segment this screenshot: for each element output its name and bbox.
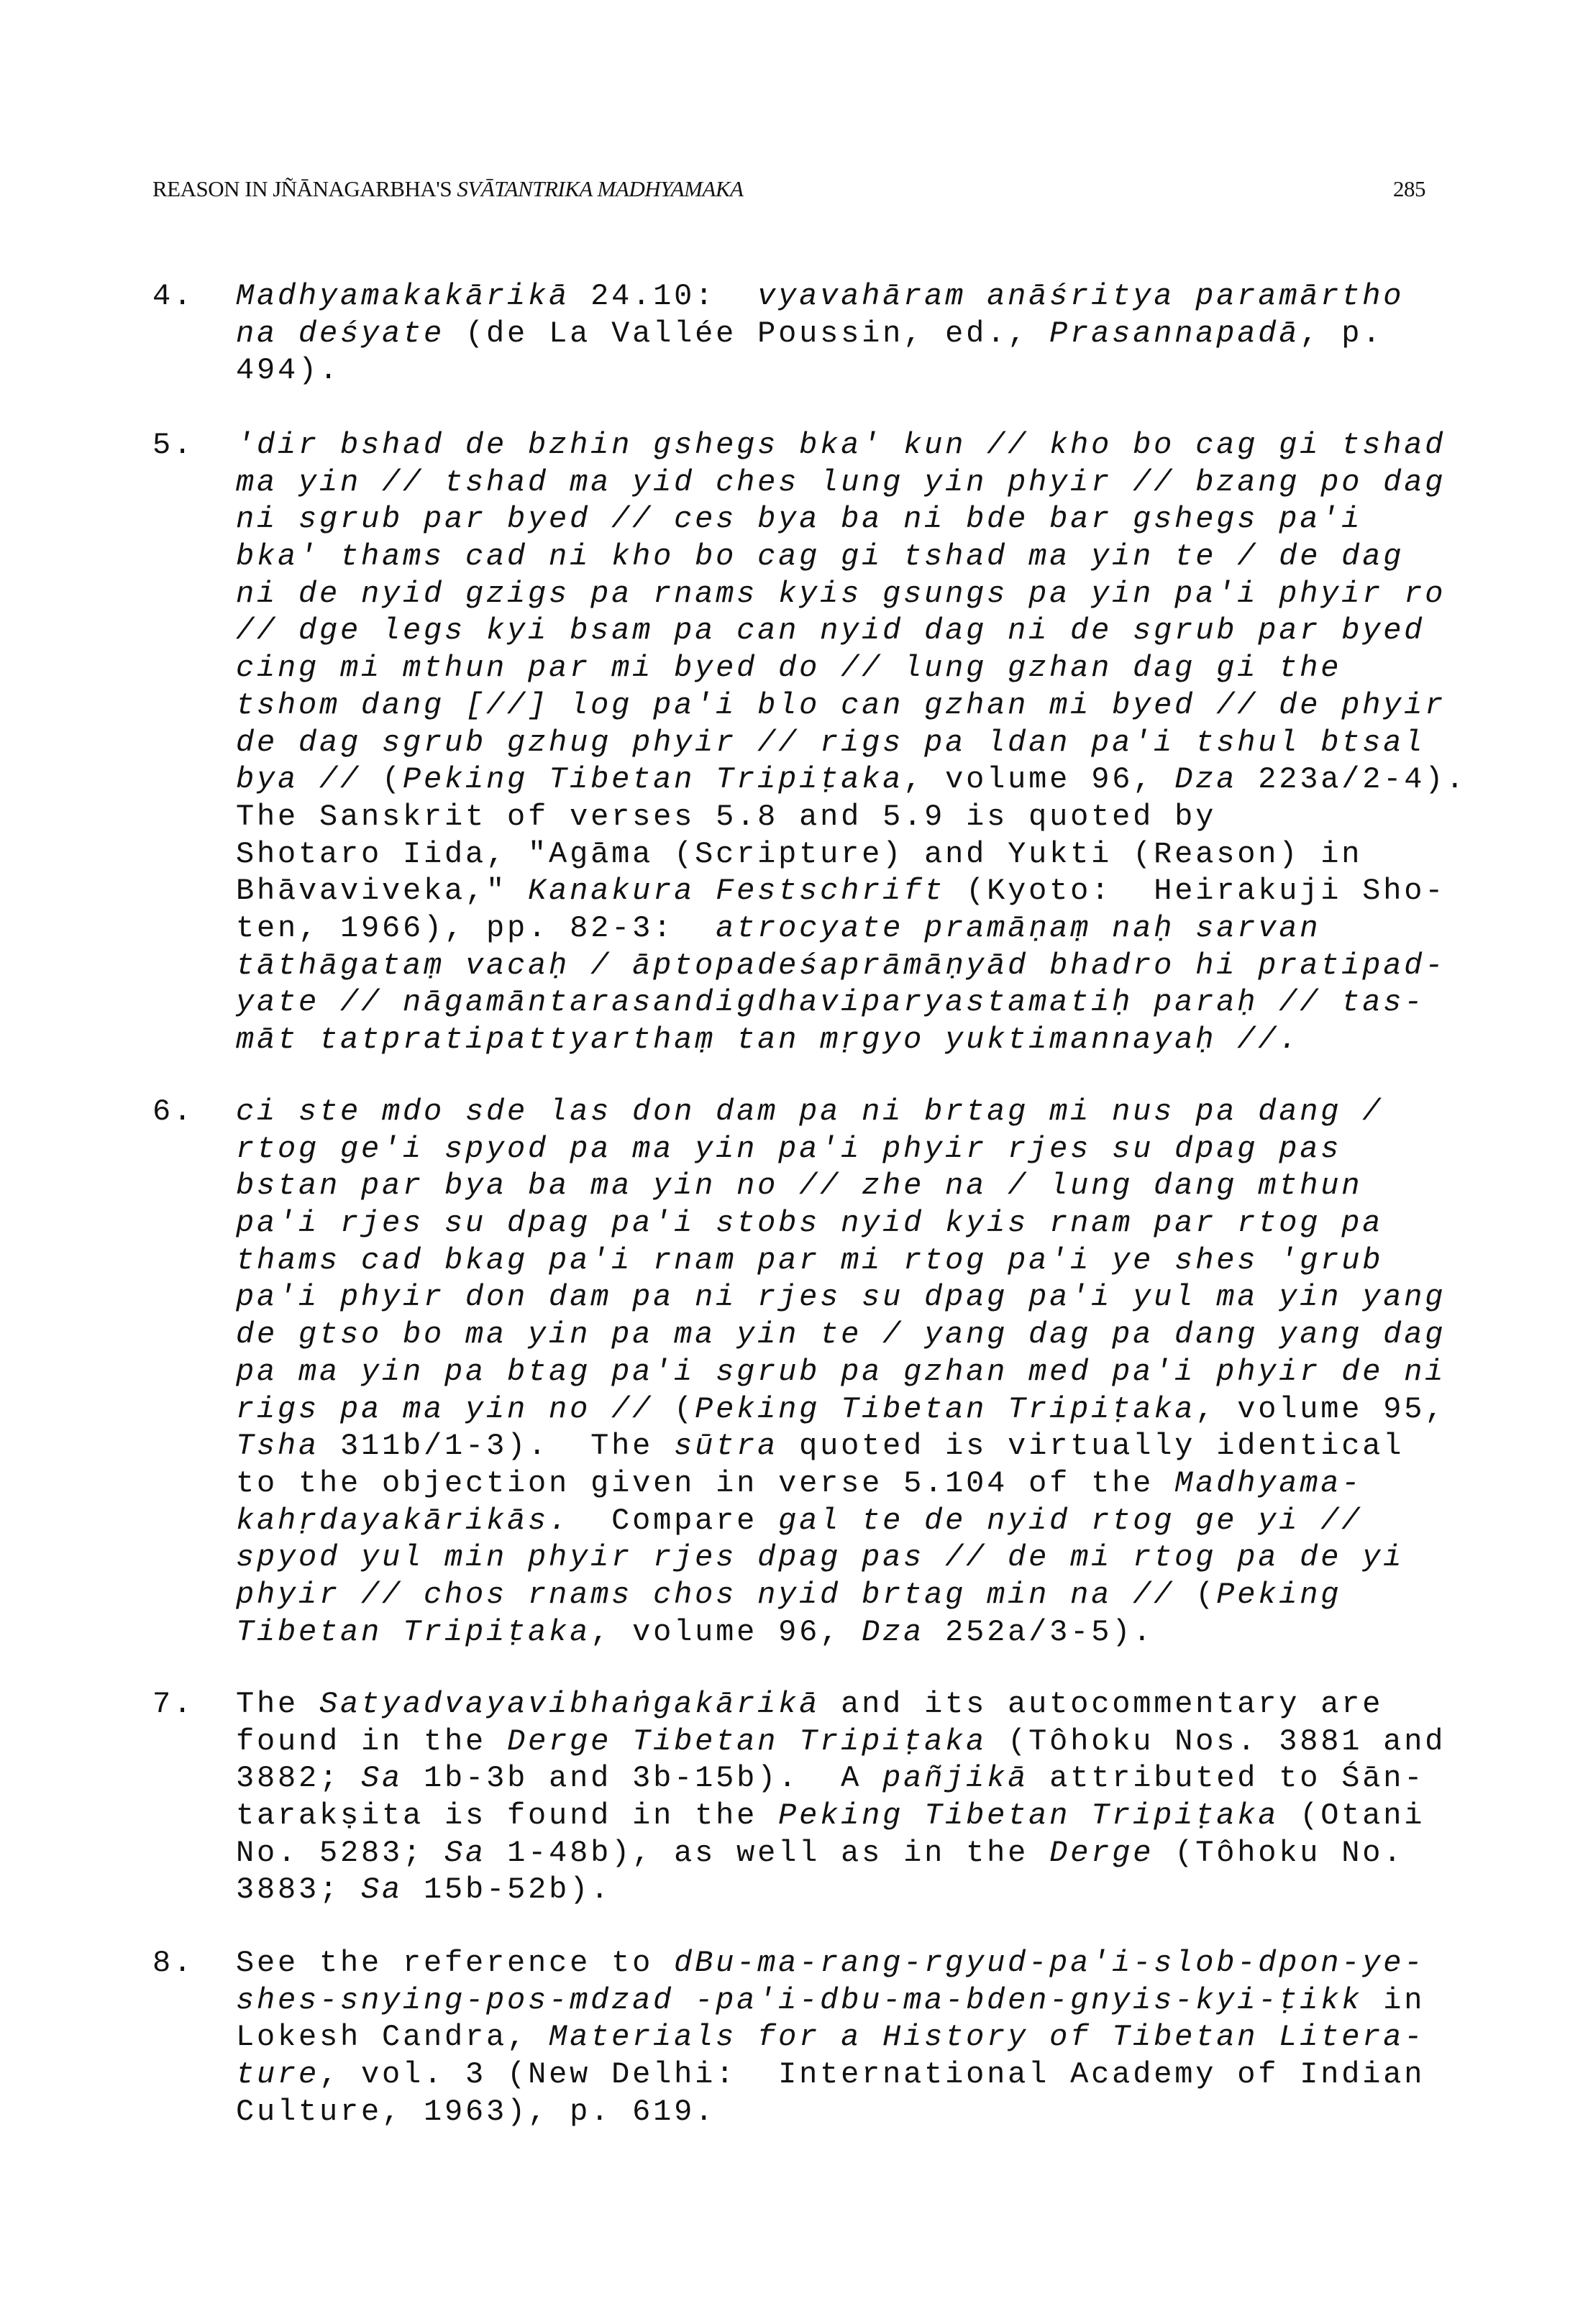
italic-text: Kanakura Festschrift xyxy=(528,874,946,909)
italic-text: tāthāgataṃ vacaḥ / āptopadeśaprāmāṇyād bhadro hi pratipad- xyxy=(236,948,1446,983)
italic-text: ma yin // tshad ma yid ches lung yin phyir // bzang po dag xyxy=(236,465,1446,500)
italic-text: spyod yul min phyir rjes dpag pas // de mi rtog pa de yi xyxy=(236,1540,1405,1575)
italic-text: rigs pa ma yin no // xyxy=(236,1391,654,1427)
endnote-number: 4. xyxy=(152,279,195,314)
text-line xyxy=(236,725,1459,762)
italic-text: bka' thams cad ni kho bo cag gi tshad ma yin te / de dag xyxy=(236,539,1405,575)
text-line xyxy=(236,1686,1459,1724)
text-line xyxy=(236,1279,1459,1317)
italic-text: pañjikā xyxy=(882,1761,1029,1796)
italic-text: Peking Tibetan Tripiṭaka xyxy=(695,1391,1196,1427)
roman-text: to the objection given in verse 5.104 of the xyxy=(236,1465,1175,1501)
endnote-text xyxy=(236,1094,1459,1651)
roman-text: attributed to Śān- xyxy=(1028,1761,1425,1796)
text-line xyxy=(236,799,1459,836)
text-line xyxy=(236,1354,1459,1391)
text-line xyxy=(236,873,1459,910)
text-line xyxy=(236,1465,1459,1503)
roman-text: found in the xyxy=(236,1724,508,1759)
italic-text: // dge legs kyi bsam pa can nyid dag ni de sgrub par byed xyxy=(236,613,1425,649)
italic-text: na deśyate xyxy=(236,316,445,351)
text-line xyxy=(236,1724,1459,1761)
text-line xyxy=(236,2094,1459,2131)
roman-text: , vol. 3 (New Delhi: International Academy of Indian xyxy=(319,2057,1425,2092)
italic-text: tshom dang [//] log pa'i blo can gzhan mi byed // de phyir xyxy=(236,687,1446,723)
roman-text: 494). xyxy=(236,353,341,388)
roman-text: , volume 96, xyxy=(903,762,1175,797)
italic-text: Sa xyxy=(444,1835,487,1870)
italic-text: de dag sgrub gzhug phyir // rigs pa ldan pa'i tshul btsal xyxy=(236,725,1425,760)
roman-text: 311b/1-3). The xyxy=(319,1429,675,1464)
roman-text: , volume 96, xyxy=(590,1614,862,1650)
roman-text: ( xyxy=(1174,1577,1217,1612)
endnote-text xyxy=(236,1686,1459,1909)
italic-text: cing mi mthun par mi byed do // lung gzhan dag gi the xyxy=(236,651,1342,686)
endnote-number: 5. xyxy=(152,428,195,462)
text-line xyxy=(236,1243,1459,1280)
italic-text: sūtra xyxy=(674,1429,779,1464)
italic-text: 'dir bshad de bzhin gshegs bka' kun // kho bo cag gi tshad xyxy=(236,428,1446,462)
text-line xyxy=(236,1945,1459,1982)
italic-text: rtog ge'i spyod pa ma yin pa'i phyir rjes su dpag pas xyxy=(236,1131,1342,1166)
text-line xyxy=(236,761,1467,799)
italic-text: Madhyama- xyxy=(1174,1465,1363,1501)
text-line xyxy=(236,539,1459,576)
text-line xyxy=(236,2019,1459,2057)
roman-text: , volume 95, xyxy=(1195,1391,1446,1427)
text-line xyxy=(236,2057,1459,2094)
italic-text: Prasannapadā xyxy=(1049,316,1300,351)
roman-text: See the reference to xyxy=(236,1946,675,1980)
text-line xyxy=(236,948,1459,985)
italic-text: pa ma yin pa btag pa'i sgrub pa gzhan med pa'i phyir de ni xyxy=(236,1354,1446,1389)
text-line xyxy=(236,1094,1459,1131)
text-line xyxy=(236,316,1459,353)
endnote-number: 7. xyxy=(152,1687,195,1721)
italic-text: Dza xyxy=(1174,762,1238,797)
italic-text: Peking Tibetan Tripiṭaka xyxy=(403,762,904,797)
roman-text: ( xyxy=(361,762,403,797)
roman-text: Shotaro Iida, "Agāma (Scripture) and Yukti (Reason) in xyxy=(236,836,1363,872)
italic-text: phyir // chos rnams chos nyid brtag min na // xyxy=(236,1577,1175,1612)
text-line xyxy=(236,1168,1459,1205)
italic-text: pa'i phyir don dam pa ni rjes su dpag pa'i yul ma yin yang xyxy=(236,1280,1446,1315)
endnote-number: 6. xyxy=(152,1094,195,1129)
roman-text: 24.10: xyxy=(570,279,758,314)
roman-text: (Tôhoku No. xyxy=(1154,1835,1405,1870)
roman-text: 3883; xyxy=(236,1872,362,1908)
roman-text: quoted is virtually identical xyxy=(778,1429,1405,1464)
italic-text: ni de nyid gzigs pa rnams kyis gsungs pa yin pa'i phyir ro xyxy=(236,576,1446,611)
italic-text: de gtso bo ma yin pa ma yin te / yang dag pa dang yang dag xyxy=(236,1317,1446,1353)
text-line xyxy=(236,984,1459,1022)
roman-text: 15b-52b). xyxy=(403,1872,612,1908)
endnote-text xyxy=(236,427,1467,1059)
roman-text: 1-48b), as well as in the xyxy=(486,1835,1050,1870)
running-title-italic: SVĀTANTRIKA MADHYAMAKA xyxy=(457,176,744,201)
running-header xyxy=(152,176,1425,212)
roman-text: Bhāvaviveka," xyxy=(236,874,529,909)
roman-text: The Sanskrit of verses 5.8 and 5.9 is quoted by xyxy=(236,799,1217,834)
roman-text: tarakṣita is found in the xyxy=(236,1798,779,1834)
text-line xyxy=(236,836,1459,874)
italic-text: Materials for a History of Tibetan Litera- xyxy=(549,2020,1425,2055)
roman-text: (de La Vallée Poussin, ed., xyxy=(444,316,1050,351)
text-line xyxy=(236,1503,1459,1540)
italic-text: atrocyate pramāṇaṃ naḥ sarvan xyxy=(716,910,1321,946)
roman-text: Lokesh Candra, xyxy=(236,2020,549,2055)
text-line xyxy=(236,613,1459,650)
text-line xyxy=(236,910,1459,948)
endnote-text xyxy=(236,1945,1459,2131)
text-line xyxy=(236,1577,1459,1614)
italic-text: Derge Tibetan Tripiṭaka xyxy=(507,1724,987,1759)
text-line xyxy=(236,1428,1459,1465)
roman-text: 252a/3-5). xyxy=(924,1614,1154,1650)
italic-text: kahṛdayakārikās. xyxy=(236,1503,570,1538)
text-line xyxy=(236,1317,1459,1354)
italic-text: yate // nāgamāntarasandigdhaviparyastamatiḥ paraḥ // tas- xyxy=(236,985,1425,1020)
italic-text: Peking xyxy=(1216,1577,1342,1612)
italic-text: Satyadvayavibhaṅgakārikā xyxy=(319,1687,821,1721)
italic-text: ci ste mdo sde las don dam pa ni brtag mi nus pa dang / xyxy=(236,1094,1384,1129)
italic-text: Madhyamakakārikā xyxy=(236,279,570,314)
italic-text: bstan par bya ba ma yin no // zhe na / lung dang mthun xyxy=(236,1168,1363,1204)
text-line xyxy=(236,650,1459,687)
text-line xyxy=(236,427,1459,465)
text-line xyxy=(236,1835,1459,1872)
italic-text: Tibetan Tripiṭaka xyxy=(236,1614,591,1650)
roman-text: 223a/2-4). xyxy=(1237,762,1467,797)
text-line xyxy=(236,1614,1459,1652)
italic-text: pa'i rjes su dpag pa'i stobs nyid kyis rnam par rtog pa xyxy=(236,1206,1384,1241)
text-line xyxy=(236,1540,1459,1577)
italic-text: shes-snying-pos-mdzad -pa'i-dbu-ma-bden-gnyis-kyi-ṭikk xyxy=(236,1982,1363,2018)
page-number: 285 xyxy=(1393,176,1425,201)
italic-text: Sa xyxy=(361,1761,403,1796)
endnote-number: 8. xyxy=(152,1946,195,1980)
italic-text: Derge xyxy=(1049,1835,1154,1870)
text-line xyxy=(236,278,1459,316)
roman-text: (Otani xyxy=(1279,1798,1425,1834)
text-line xyxy=(236,1205,1459,1243)
roman-text: (Tôhoku Nos. 3881 and xyxy=(987,1724,1446,1759)
italic-text: Peking Tibetan Tripiṭaka xyxy=(778,1798,1279,1834)
italic-text: Tsha xyxy=(236,1429,320,1464)
roman-text: in xyxy=(1362,1982,1425,2018)
italic-text: thams cad bkag pa'i rnam par mi rtog pa'i ye shes 'grub xyxy=(236,1243,1384,1278)
text-line xyxy=(236,1798,1459,1835)
italic-text: gal te de nyid rtog ge yi // xyxy=(778,1503,1363,1538)
text-line xyxy=(236,1391,1459,1429)
roman-text: ( xyxy=(653,1391,695,1427)
running-title-roman: REASON IN JÑĀNAGARBHA'S xyxy=(152,176,457,201)
italic-text: māt tatpratipattyarthaṃ tan mṛgyo yuktimannayaḥ //. xyxy=(236,1023,1300,1057)
italic-text: bya // xyxy=(236,762,362,797)
roman-text: Compare xyxy=(570,1503,779,1538)
roman-text: The xyxy=(236,1687,320,1721)
roman-text: 3882; xyxy=(236,1761,362,1796)
running-title xyxy=(152,176,743,202)
endnote-text xyxy=(236,278,1459,390)
text-line xyxy=(236,1982,1459,2020)
roman-text: No. 5283; xyxy=(236,1835,445,1870)
roman-text: and its autocommentary are xyxy=(820,1687,1384,1721)
text-line xyxy=(236,501,1459,539)
roman-text: Culture, 1963), p. 619. xyxy=(236,2094,716,2129)
italic-text: Sa xyxy=(361,1872,403,1908)
text-line xyxy=(236,1131,1459,1168)
italic-text: vyavahāram anāśritya paramārtho xyxy=(757,279,1405,314)
roman-text: 1b-3b and 3b-15b). A xyxy=(403,1761,883,1796)
text-line xyxy=(236,352,1459,390)
italic-text: ture xyxy=(236,2057,320,2092)
text-line xyxy=(236,576,1459,613)
text-line xyxy=(236,465,1459,502)
text-line xyxy=(236,1760,1459,1798)
text-line xyxy=(236,1022,1459,1059)
italic-text: ni sgrub par byed // ces bya ba ni bde bar gshegs pa'i xyxy=(236,502,1363,537)
roman-text: (Kyoto: Heirakuji Sho- xyxy=(945,874,1446,909)
text-line xyxy=(236,687,1459,725)
roman-text: , p. xyxy=(1300,316,1384,351)
italic-text: dBu-ma-rang-rgyud-pa'i-slob-dpon-ye- xyxy=(674,1946,1425,1980)
roman-text: ten, 1966), pp. 82-3: xyxy=(236,910,716,946)
italic-text: Dza xyxy=(862,1614,925,1650)
text-line xyxy=(236,1872,1459,1909)
